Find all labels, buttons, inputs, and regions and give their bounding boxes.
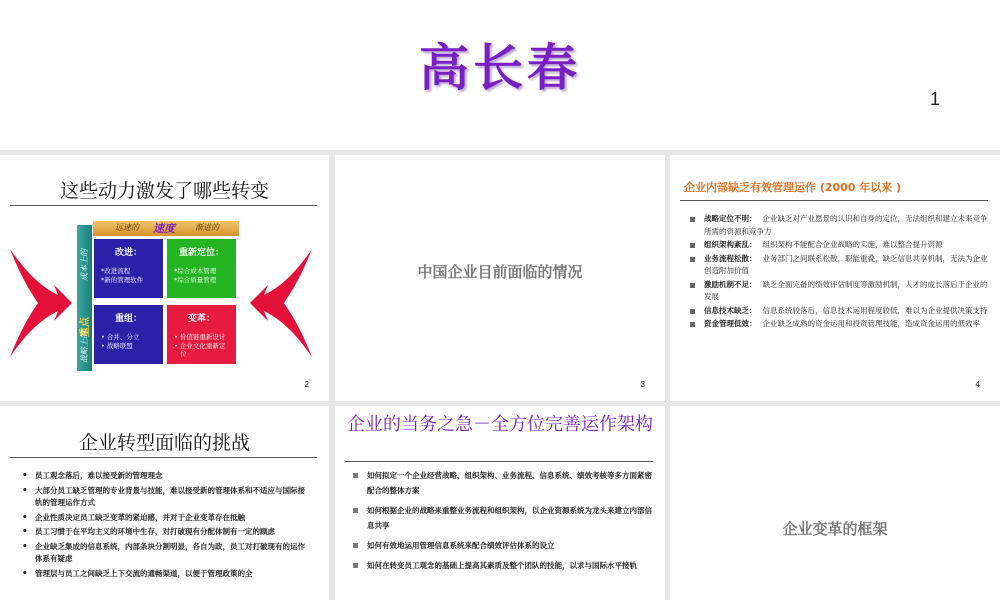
list-item: 如何在转变员工观念的基础上提高其素质及整个团队的技能，以求与国际水平接轨: [353, 558, 653, 573]
slide-title: 企业内部缺乏有效管理运作 (2000 年以来 ): [684, 181, 902, 194]
title-divider: [345, 461, 653, 462]
title-divider: [10, 457, 317, 458]
slide-number: 3: [640, 380, 645, 389]
focus-cost-label: 成本上的: [80, 249, 89, 281]
quadrant-title: 改进：: [114, 248, 142, 258]
slide-title: 企业变革的框架: [782, 520, 888, 538]
list-item: 资金管理低效： 企业缺乏成熟的资金运用和投资管理技能，造成资金运用的低效率: [690, 318, 990, 331]
focus-strategic-label: 战略上的: [80, 331, 89, 363]
focus-axis-labels: [77, 225, 92, 371]
list-item: • 员工习惯于在平均主义的环境中生存，对打破现有分配体制有一定的顾虑: [18, 526, 310, 539]
quadrant-items: *改进流程 *新的管理软件: [101, 267, 144, 284]
speed-fast-label: 远速的: [115, 223, 139, 232]
slide-number: 4: [975, 380, 980, 389]
list-item: 战略定位不明： 企业缺乏对产业愿景的认识和自身的定位，无法组织和建立未来竞争所需的资源和竞争力: [690, 213, 990, 238]
right-arrow-icon: [248, 247, 314, 359]
quadrant-items: • 合并、分立 • 战略联盟: [101, 333, 140, 350]
slide-urgent-priorities[interactable]: [335, 406, 665, 600]
list-item: 激励机制不足： 缺乏全面完备的绩效评估制度等激励机制，人才的成长落后于企业的发展: [690, 279, 990, 304]
list-item: 业务流程松散： 业务部门之间联系松散，职能重叠，缺乏信息共享机制，无法为企业创造附加价值: [690, 253, 990, 278]
quadrant-title: 重组：: [114, 314, 142, 324]
slide-change-framework[interactable]: [670, 406, 1000, 600]
speed-axis: [93, 221, 239, 236]
list-item: 如何根据企业的战略来重整业务流程和组织架构，以企业资源系统为龙头来建立内部信息共享: [353, 503, 653, 533]
quadrant-title: 变革：: [187, 314, 215, 324]
slide-current-situation[interactable]: [335, 155, 665, 401]
list-item: 信息技术缺乏： 信息系统较落后，信息技术运用程度较低，难以为企业提供决策支持: [690, 305, 990, 318]
quadrant-items: *综合成本管理 *综合质量管理: [174, 267, 217, 284]
list-item: • 管理层与员工之间缺乏上下交流的通畅渠道，以便于管理政策的全: [18, 568, 310, 581]
slide-title: 企业的当务之急－全方位完善运作架构: [347, 414, 653, 435]
title-slide: [0, 0, 1000, 150]
title-divider: [680, 200, 988, 201]
main-title: 高长春: [419, 38, 581, 97]
list-item: 如何有效地运用管理信息系统来配合绩效评估体系的设立: [353, 538, 653, 553]
focus-label: 重点: [80, 317, 91, 337]
challenge-list: [18, 470, 310, 582]
list-item: • 企业缺乏集成的信息系统，内部条块分割明显，各自为政，员工对打破现有的运作体系有疑虑: [18, 541, 310, 566]
priority-list: [353, 468, 653, 578]
slide-title: 这些动力激发了哪些转变: [59, 180, 269, 202]
title-divider: [10, 205, 317, 206]
slide-transformations[interactable]: [0, 155, 329, 401]
left-arrow-icon: [8, 247, 74, 359]
quadrant-reposition: [166, 238, 237, 299]
page-number: 1: [930, 89, 941, 109]
list-item: • 员工观念落后，难以接受新的管理理念: [18, 470, 310, 483]
quadrant-transform: [166, 304, 237, 365]
list-item: 如何拟定一个企业经营战略、组织架构、业务流程、信息系统、绩效考核等多方面紧密配合的整体方案: [353, 468, 653, 498]
slide-title: 中国企业目前面临的情况: [417, 263, 583, 281]
quadrant-restructure: [93, 304, 164, 365]
slide-transformation-challenges[interactable]: [0, 406, 329, 600]
list-item: • 企业性质决定员工缺乏变革的紧迫感，并对于企业变革存在抵触: [18, 512, 310, 525]
slide-title: 企业转型面临的挑战: [78, 432, 250, 454]
quadrant-items: • 价值链重新设计 • 企业文化重新定 位: [174, 333, 226, 358]
issue-list: [690, 213, 990, 332]
list-item: 组织架构紊乱： 组织架构不能配合企业战略的实施，难以整合提升资源: [690, 239, 990, 252]
quadrant-improve: [93, 238, 164, 299]
slide-number: 2: [304, 380, 309, 389]
focus-axis: [77, 225, 92, 371]
speed-label: 速度: [153, 222, 175, 235]
quadrant-title: 重新定位：: [178, 248, 224, 258]
list-item: • 大部分员工缺乏管理的专业背景与技能，难以接受新的管理体系和不适应与国际接轨的管理运作方式: [18, 485, 310, 510]
speed-gradual-label: 渐进的: [195, 223, 219, 232]
slide-internal-management[interactable]: [670, 155, 1000, 401]
